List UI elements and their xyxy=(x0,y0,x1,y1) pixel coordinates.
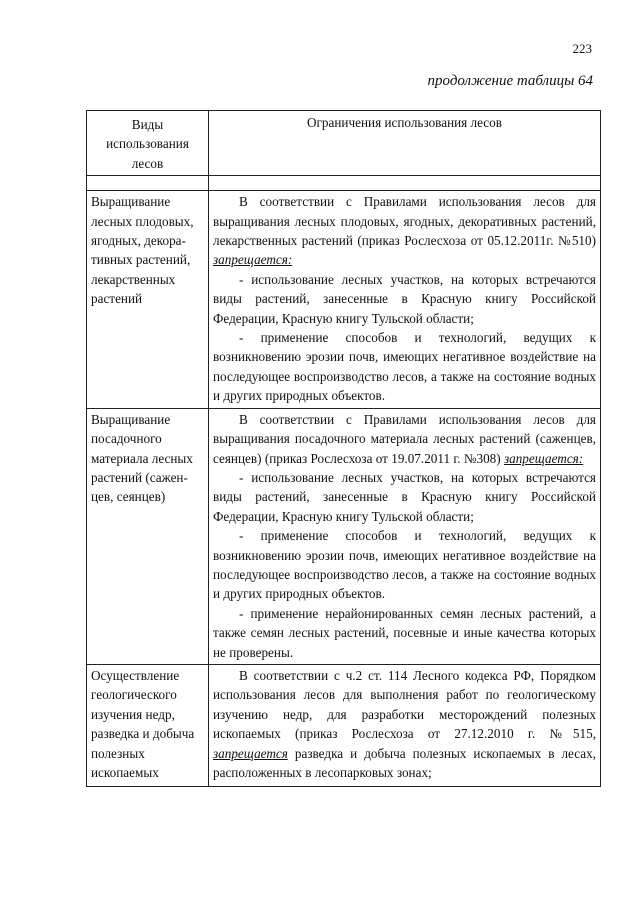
header-kind: Виды использования лесов xyxy=(87,111,209,176)
restriction-intro: В соответствии с Правилами использования лесов для выращивания лесных плодовых, ягодных, декоративных растений, лекарственных растений (приказ Рослесхоза от 05.12.2011г. №510) запрещается: xyxy=(213,194,596,268)
restriction-item: - применение способов и технологий, ведущих к возникновению эрозии почв, имеющих негативное воздействие на последующее воспроизводство лесов, а также на состояние водных и других природных объектов. xyxy=(213,528,596,602)
row-kind: Выращивание посадочного материала лесных растений (сажен-цев, сеянцев) xyxy=(87,408,209,664)
table-row xyxy=(87,408,601,664)
row-restrictions xyxy=(209,408,601,664)
table-row xyxy=(87,191,601,408)
page-number: 223 xyxy=(572,41,592,56)
restriction-item: - применение способов и технологий, ведущих к возникновению эрозии почв, имеющих негативное воздействие на последующее воспроизводство лесов, а также на состояние водных и других природных объектов. xyxy=(213,330,596,404)
forbidden-word: запрещается: xyxy=(213,252,293,268)
header-restrictions: Ограничения использования лесов xyxy=(209,111,601,176)
forest-use-restrictions-table xyxy=(86,110,601,787)
row-kind: Осуществление геологического изучения недр, разведка и добыча полезных ископаемых xyxy=(87,664,209,786)
table-header-row xyxy=(87,111,601,176)
restriction-intro: В соответствии с ч.2 ст. 114 Лесного кодекса РФ, Порядком использования лесов для выполнения работ по геологическому изучению недр, для разработки месторождений полезных ископаемых (приказ Рослесхоза от 27.12.2010 г. №515, запрещается разведка и добыча полезных ископаемых в лесах, расположенных в лесопарковых зонах; xyxy=(213,667,596,780)
row-restrictions xyxy=(209,191,601,408)
restriction-item: - использование лесных участков, на которых встречаются виды растений, занесенные в Красную книгу Российской Федерации, Красную книгу Тульской области; xyxy=(213,271,596,326)
table-spacer-row xyxy=(87,176,601,191)
restriction-item: - применение нерайонированных семян лесных растений, а также семян лесных растений, посевные и иные качества которых не проверены. xyxy=(213,605,596,660)
row-restrictions xyxy=(209,664,601,786)
forbidden-word: запрещается xyxy=(213,745,288,761)
table-continuation-caption: продолжение таблицы 64 xyxy=(427,73,593,89)
forbidden-word: запрещается: xyxy=(503,450,584,466)
row-kind: Выращивание лесных плодовых, ягодных, декора-тивных растений, лекарственных растений xyxy=(87,191,209,408)
table-row xyxy=(87,664,601,786)
restriction-intro: В соответствии с Правилами использования лесов для выращивания посадочного материала лесных растений (саженцев, сеянцев) (приказ Рослесхоза от 19.07.2011 г. №308) запрещается: xyxy=(213,411,596,466)
restriction-item: - использование лесных участков, на которых встречаются виды растений, занесенные в Красную книгу Российской Федерации, Красную книгу Тульской области; xyxy=(213,469,596,524)
